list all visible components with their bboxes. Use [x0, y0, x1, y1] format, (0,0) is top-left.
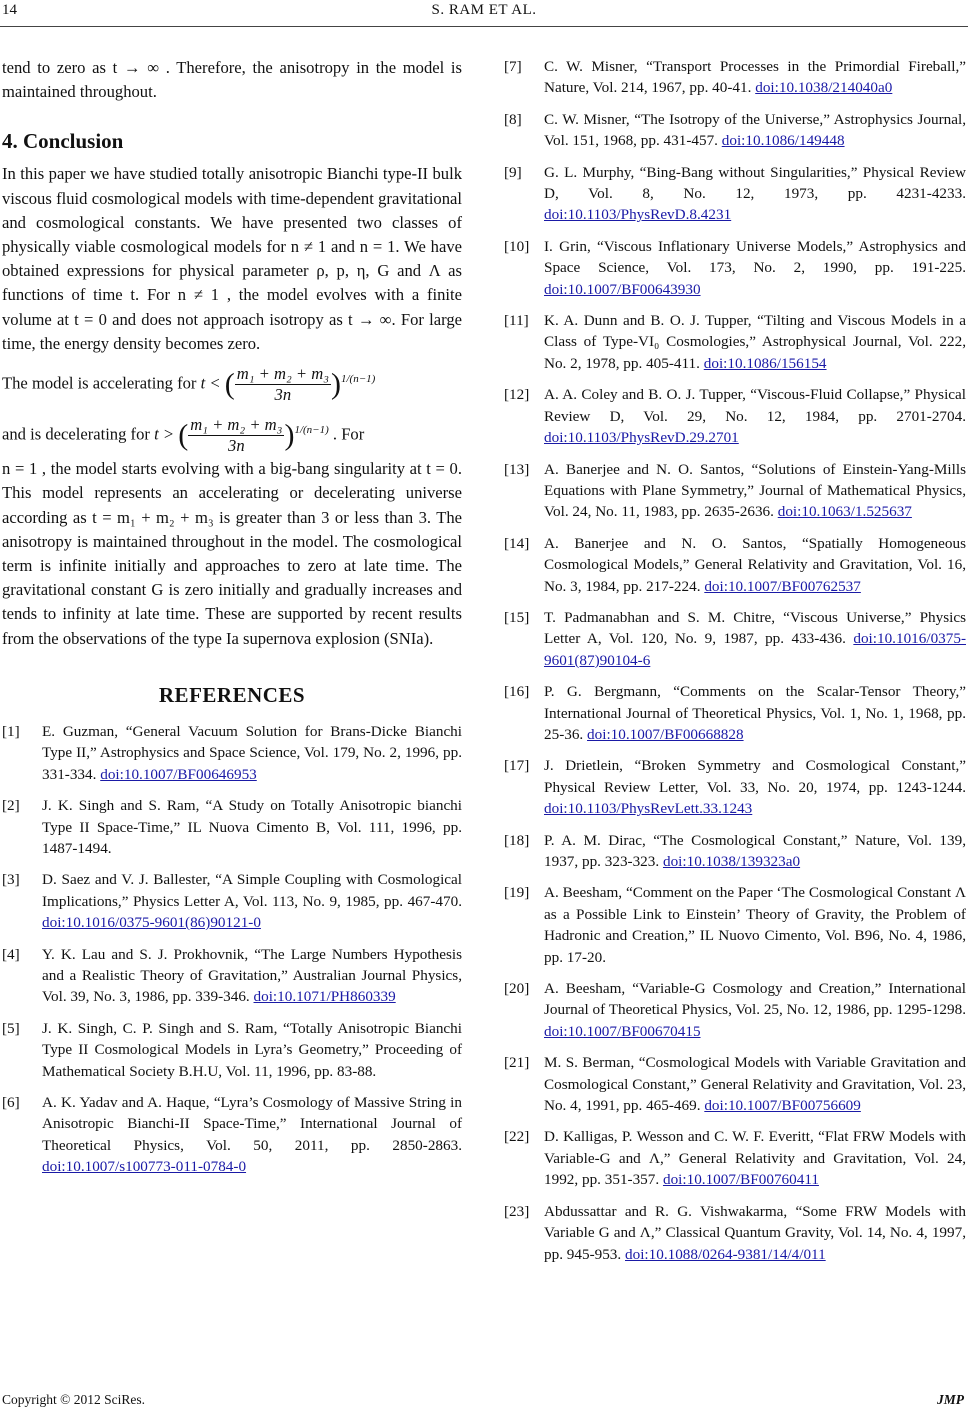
fraction-numerator: m₁ + m₂ + m₃ [190, 414, 283, 434]
left-paren: ( [178, 418, 189, 452]
accelerating-condition [2, 356, 462, 407]
reference-number: [1] [2, 722, 20, 740]
left-column [2, 56, 462, 1188]
reference-number: [2] [2, 797, 20, 815]
left-paren: ( [224, 367, 235, 401]
doi-link[interactable]: doi:10.1007/BF00668828 [587, 725, 744, 743]
t-less-than: t < [200, 373, 221, 393]
fraction-numerator: m₁ + m₂ + m₃ [236, 364, 329, 384]
reference-number: [12] [504, 386, 530, 404]
doi-link[interactable]: doi:10.1007/s100773-011-0784-0 [42, 1158, 247, 1176]
reference-text: A. Beesham, “Variable-G Cosmology and Creation,” International Journal of Theoretical Physics, Vol. 25, No. 12, 1986, pp. 1295-1298. [544, 980, 966, 1019]
reference-number: [23] [504, 1202, 530, 1220]
fraction [235, 364, 331, 405]
doi-link[interactable]: doi:10.1007/BF00643930 [544, 280, 701, 298]
reference-number: [13] [504, 460, 530, 478]
doi-link[interactable]: doi:10.1016/0375-9601(87)90104-6 [544, 630, 966, 669]
reference-number: [22] [504, 1128, 530, 1146]
reference-item [2, 944, 462, 1008]
reference-text: D. Kalligas, P. Wesson and C. W. F. Everitt, “Flat FRW Models with Variable-G and Λ,” General Relativity and Gravitation, Vol. 24, 1992, pp. 351-357. [544, 1128, 966, 1189]
reference-text: Abdussattar and R. G. Vishwakarma, “Some FRW Models with Variable G and Λ,” Classical Quantum Gravity, Vol. 14, No. 4, 1997, pp. 945-953. [544, 1202, 966, 1263]
intro-paragraph: tend to zero as t → ∞ . Therefore, the anisotropy in the model is maintained throughout. [2, 58, 462, 102]
right-paren: ) [330, 367, 341, 401]
doi-link[interactable]: doi:10.1088/0264-9381/14/4/011 [625, 1245, 826, 1263]
reference-item [504, 1052, 966, 1116]
conclusion-paragraph-2: n = 1 , the model starts evolving with a big-bang singularity at t = 0. This model represents an accelerating or decelerating universe according as t = m₁ + m₂ + m₃ is greater than 3 or less than 3. The anisotropy is maintained throughout in the model. The cosmological term is infinite initially and approaches to zero at late time. The gravitational constant G is zero initially and gradually increases and tends to infinity at late time. These are supported by recent results from the observations of the type Ia supernova explosion (SNIa). [2, 459, 462, 648]
exponent: 1/(n−1) [294, 423, 329, 436]
doi-link[interactable]: doi:10.1103/PhysRevD.29.2701 [544, 429, 739, 447]
doi-link[interactable]: doi:10.1016/0375-9601(86)90121-0 [42, 914, 261, 932]
reference-item [504, 384, 966, 448]
reference-number: [21] [504, 1054, 530, 1072]
reference-number: [17] [504, 757, 530, 775]
page-number: 14 [2, 2, 17, 18]
doi-link[interactable]: doi:10.1103/PhysRevD.8.4231 [544, 206, 732, 224]
reference-item [2, 869, 462, 933]
page-header [0, 0, 968, 24]
section-title: 4. Conclusion [2, 129, 124, 154]
reference-item [504, 236, 966, 300]
reference-item [504, 830, 966, 873]
reference-list-right [504, 56, 966, 1265]
reference-text: J. K. Singh, C. P. Singh and S. Ram, “Totally Anisotropic Bianchi Type II Cosmological Models in Lyra’s Geometry,” Proceeding of Mathematical Society B.H.U, Vol. 11, 1996, pp. 83-88. [42, 1019, 462, 1080]
reference-number: [14] [504, 534, 530, 552]
reference-text: T. Padmanabhan and S. M. Chitre, “Viscous Universe,” Physics Letter A, Vol. 120, No. 9, 1987, pp. 433-436. [544, 608, 966, 648]
reference-text: A. Beesham, “Comment on the Paper ‘The Cosmological Constant Λ as a Possible Link to Einstein’ Theory of Gravity, the Problem of Hadronic and Creation,” IL Nuovo Cimento, Vol. B96, No. 4, 1986, pp. 17-20. [544, 884, 966, 966]
reference-number: [19] [504, 884, 530, 902]
reference-text: I. Grin, “Viscous Inflationary Universe Models,” Astrophysics and Space Science, Vol. 173, No. 2, 1990, pp. 191-225. [544, 237, 966, 277]
reference-item [504, 56, 966, 99]
fraction-denominator: 3n [228, 435, 245, 455]
reference-number: [4] [2, 945, 20, 963]
reference-item [504, 533, 966, 597]
reference-number: [15] [504, 608, 530, 626]
reference-item [504, 162, 966, 226]
reference-number: [20] [504, 980, 530, 998]
accelerating-text: The model is accelerating for [2, 373, 197, 393]
reference-item [504, 459, 966, 523]
reference-text: G. L. Murphy, “Bing-Bang without Singularities,” Physical Review D, Vol. 8, No. 12, 1973, pp. 4231-4233. [544, 163, 966, 203]
reference-number: [8] [504, 110, 522, 128]
exponent: 1/(n−1) [340, 373, 376, 386]
reference-text: J. Drietlein, “Broken Symmetry and Cosmological Constant,” Physical Review Letter, Vol. 33, No. 20, 1974, pp. 1243-1244. [544, 757, 966, 796]
for-text: . For [332, 424, 365, 444]
doi-link[interactable]: doi:10.1007/BF00646953 [100, 765, 257, 783]
reference-number: [18] [504, 831, 530, 849]
reference-item [2, 1092, 462, 1178]
reference-text: A. A. Coley and B. O. J. Tupper, “Viscous-Fluid Collapse,” Physical Review D, Vol. 29, No. 12, 1984, pp. 2701-2704. [544, 386, 966, 425]
reference-number: [10] [504, 237, 530, 255]
reference-item [2, 721, 462, 785]
reference-text: J. K. Singh and S. Ram, “A Study on Totally Anisotropic bianchi Type II Space-Time,” IL Nuova Cimento B, Vol. 111, 1996, pp. 1487-1494. [42, 797, 462, 857]
reference-item [504, 310, 966, 374]
doi-link[interactable]: doi:10.1007/BF00762537 [704, 577, 861, 595]
right-paren: ) [284, 418, 295, 452]
reference-text: E. Guzman, “General Vacuum Solution for Brans-Dicke Bianchi Type II,” Astrophysics and Space Science, Vol. 179, No. 2, 1996, pp. 331-334. [42, 722, 462, 783]
reference-text: A. Banerjee and N. O. Santos, “Solutions of Einstein-Yang-Mills Equations with Plane Symmetry,” Journal of Mathematical Physics, Vol. 24, No. 11, 1983, pp. 2635-2636. [544, 460, 966, 521]
reference-text: A. Banerjee and N. O. Santos, “Spatially Homogeneous Cosmological Models,” General Relativity and Gravitation, Vol. 16, No. 3, 1984, pp. 217-224. [544, 534, 966, 595]
reference-number: [3] [2, 871, 20, 889]
fraction-denominator: 3n [274, 385, 292, 405]
decelerating-text: and is decelerating for [2, 424, 150, 444]
reference-text: K. A. Dunn and B. O. J. Tupper, “Tilting and Viscous Models in a Class of Type-VI₀ Cosmologies,” Astrophysical Journal, Vol. 222, No. 2, 1978, pp. 405-411. [544, 312, 966, 372]
reference-item [504, 978, 966, 1042]
reference-text: P. A. M. Dirac, “The Cosmological Constant,” Nature, Vol. 139, 1937, pp. 323-323. [544, 831, 966, 870]
reference-item [504, 607, 966, 671]
doi-link[interactable]: doi:10.1103/PhysRevLett.33.1243 [544, 800, 753, 818]
reference-text: M. S. Berman, “Cosmological Models with Variable Gravitation and Cosmological Constant,” General Relativity and Gravitation, Vol. 23, No. 4, 1991, pp. 465-469. [544, 1054, 966, 1115]
references-title: REFERENCES [158, 682, 306, 707]
reference-text: C. W. Misner, “The Isotropy of the Universe,” Astrophysics Journal, Vol. 151, 1968, pp. 431-457. [544, 110, 966, 150]
reference-number: [16] [504, 683, 530, 701]
header-rule [0, 26, 968, 27]
running-head: S. RAM ET AL. [431, 2, 537, 18]
reference-item [504, 109, 966, 152]
reference-item [504, 681, 966, 745]
doi-link[interactable]: doi:10.1007/BF00760411 [662, 1171, 819, 1189]
reference-text: D. Saez and V. J. Ballester, “A Simple Coupling with Cosmological Implications,” Physics Letter A, Vol. 113, No. 9, 1985, pp. 467-470. [42, 871, 462, 910]
fraction [188, 415, 284, 456]
doi-link[interactable]: doi:10.1007/BF00756609 [704, 1097, 861, 1115]
reference-number: [5] [2, 1019, 20, 1037]
reference-item [504, 882, 966, 968]
reference-text: P. G. Bergmann, “Comments on the Scalar-Tensor Theory,” International Journal of Theoretical Physics, Vol. 1, No. 1, 1968, pp. 25-36. [544, 683, 966, 743]
decelerating-condition [2, 407, 462, 458]
doi-link[interactable]: doi:10.1071/PH860339 [253, 988, 396, 1006]
right-column [504, 56, 966, 1275]
page-footer [0, 1392, 968, 1414]
reference-item [504, 755, 966, 819]
doi-link[interactable]: doi:10.1038/139323a0 [662, 853, 801, 870]
reference-list-left [2, 721, 462, 1178]
t-greater-than: t > [154, 424, 175, 444]
reference-number: [7] [504, 58, 522, 75]
doi-link[interactable]: doi:10.1086/149448 [721, 132, 845, 150]
conclusion-paragraph-1: In this paper we have studied totally anisotropic Bianchi type-II bulk viscous fluid cosmological models with time-dependent gravitational and cosmological constants. We have presented two classes of physically viable cosmological models for n ≠ 1 and n = 1. We have obtained expressions for physical parameter ρ, p, η, G and Λ as functions of time t. For n ≠ 1 , the model evolves with a finite volume at t = 0 and does not approach isotropy as t → ∞. For large time, the energy density becomes zero. [2, 164, 462, 353]
reference-item [2, 795, 462, 859]
reference-number: [9] [504, 163, 522, 181]
reference-text: A. K. Yadav and A. Haque, “Lyra’s Cosmology of Massive String in Anisotropic Bianchi-II Space-Time,” International Journal of Theoretical Physics, Vol. 50, 2011, pp. 2850-2863. [42, 1094, 462, 1154]
reference-item [504, 1126, 966, 1190]
reference-number: [6] [2, 1094, 20, 1112]
doi-link[interactable]: doi:10.1086/156154 [703, 354, 827, 372]
reference-number: [11] [504, 312, 529, 330]
reference-text: C. W. Misner, “Transport Processes in the Primordial Fireball,” Nature, Vol. 214, 1967, pp. 40-41. [544, 58, 966, 97]
doi-link[interactable]: doi:10.1063/1.525637 [777, 503, 912, 521]
doi-link[interactable]: doi:10.1038/214040a0 [755, 79, 893, 97]
copyright: Copyright © 2012 SciRes. [2, 1392, 146, 1407]
reference-item [2, 1018, 462, 1082]
doi-link[interactable]: doi:10.1007/BF00670415 [544, 1022, 701, 1040]
reference-item [504, 1201, 966, 1265]
reference-text: Y. K. Lau and S. J. Prokhovnik, “The Large Numbers Hypothesis and a Realistic Theory of Gravitation,” Australian Journal Physics, Vol. 39, No. 3, 1986, pp. 339-346. [42, 945, 462, 1006]
journal-abbrev: JMP [937, 1392, 964, 1407]
